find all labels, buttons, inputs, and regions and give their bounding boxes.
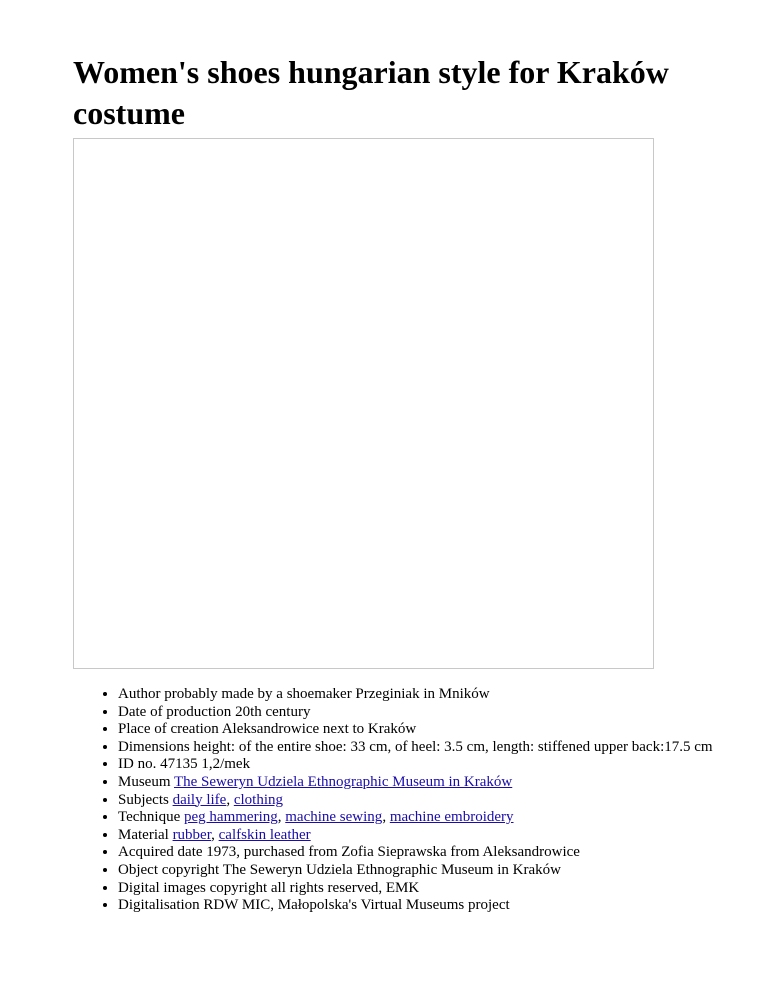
detail-label: Author [118, 686, 161, 702]
detail-digitalisation [118, 897, 758, 915]
detail-value: all rights reserved, EMK [270, 879, 420, 896]
detail-id-no [118, 756, 758, 774]
detail-label: Date of production [118, 703, 232, 720]
detail-place-of-creation [118, 721, 758, 739]
technique-link-machine-sewing[interactable]: machine sewing [285, 809, 383, 826]
detail-material: • Material rubber, calfskin leather [118, 827, 758, 845]
detail-value: Aleksandrowice next to Kraków [221, 721, 417, 738]
detail-date-of-production [118, 704, 758, 722]
detail-label: Museum [118, 773, 171, 790]
detail-label: Digitalisation [118, 897, 200, 914]
detail-label: Subjects [118, 791, 169, 808]
subject-link-clothing[interactable]: clothing [233, 791, 283, 808]
detail-label: Place of creation [118, 721, 219, 738]
detail-label: Object copyright [118, 861, 220, 878]
material-link-calfskin-leather[interactable]: calfskin leather [218, 826, 311, 843]
technique-link-machine-embroidery[interactable]: machine embroidery [389, 809, 514, 826]
detail-value: probably made by a shoemaker Przeginiak in Mników [164, 686, 490, 702]
detail-label: ID no. [118, 756, 157, 773]
detail-label: Digital images copyright [118, 879, 268, 896]
museum-link[interactable]: The Seweryn Udziela Ethnographic Museum in Kraków [173, 773, 513, 790]
detail-value: height: of the entire shoe: 33 cm, of heel: 3.5 cm, length: stiffened upper back:17.5 cm [193, 738, 713, 755]
page-title: Women's shoes hungarian style for Kraków costume [73, 54, 669, 131]
detail-museum [118, 774, 758, 792]
detail-label: Technique [118, 809, 181, 826]
detail-value: RDW MIC, Małopolska's Virtual Museums project [203, 897, 510, 914]
detail-value: 1973, purchased from Zofia Sieprawska from Aleksandrowice [206, 844, 580, 861]
detail-dimensions [118, 739, 758, 757]
detail-subjects: • Subjects daily life, clothing [118, 792, 758, 810]
object-image-placeholder [73, 138, 654, 669]
detail-label: Acquired date [118, 844, 203, 861]
detail-digital-images-copyright [118, 880, 758, 898]
technique-link-peg-hammering[interactable]: peg hammering [184, 809, 278, 826]
detail-author [118, 686, 758, 704]
details-list [78, 686, 758, 915]
subject-link-daily-life[interactable]: daily life [172, 791, 227, 808]
detail-label: Material [118, 826, 169, 843]
detail-label: Dimensions [118, 738, 190, 755]
detail-object-copyright [118, 862, 758, 880]
detail-acquired-date [118, 844, 758, 862]
detail-technique: • Technique peg hammering, machine sewing, machine embroidery [118, 809, 758, 827]
detail-value: 20th century [235, 703, 311, 720]
detail-value: 47135 1,2/mek [160, 756, 251, 773]
material-link-rubber[interactable]: rubber [172, 826, 212, 843]
detail-value: The Seweryn Udziela Ethnographic Museum in Kraków [222, 861, 561, 878]
